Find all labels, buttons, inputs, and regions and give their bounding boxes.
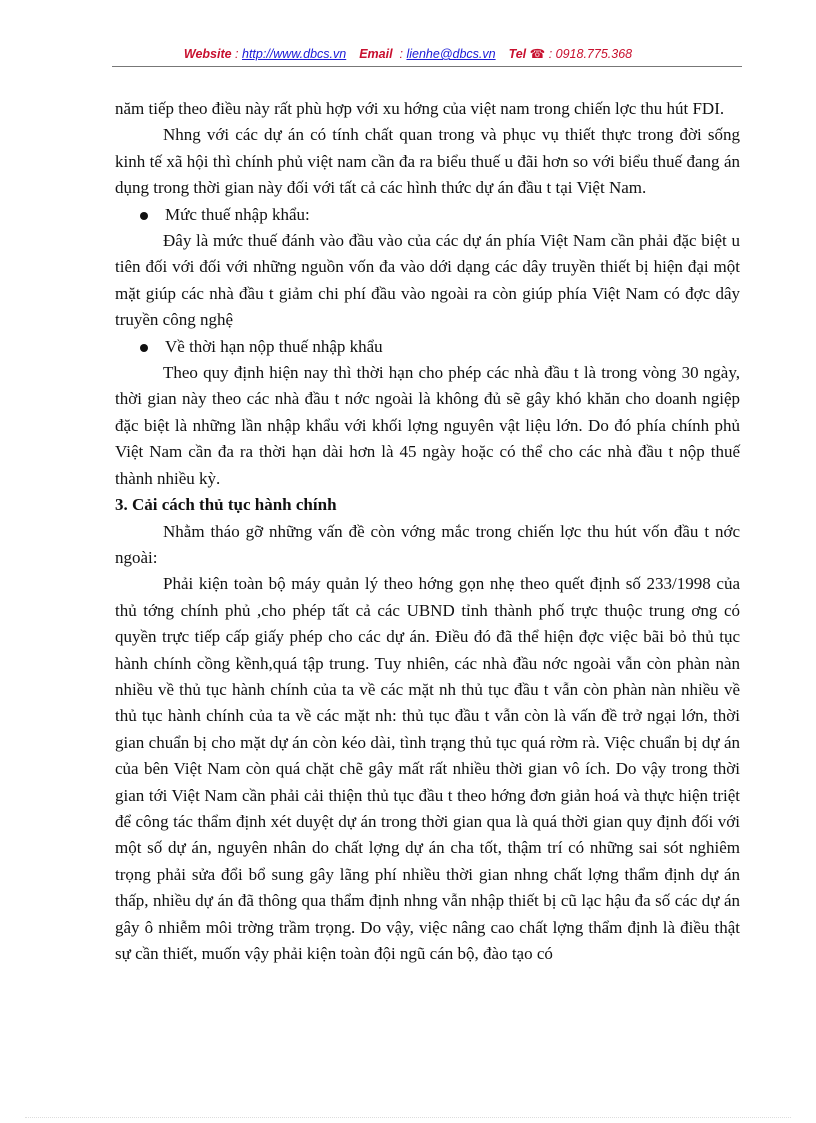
page-header: Website : http://www.dbcs.vn Email : lienhe@dbcs.vn Tel ☎ : 0918.775.368 [183, 47, 633, 61]
paragraph-5: Nhằm tháo gỡ những vấn đề còn vớng mắc trong chiến lợc thu hút vốn đầu t nớc ngoài: [115, 521, 740, 567]
bullet-text-2: Về thời hạn nộp thuế nhập khẩu [165, 336, 383, 356]
paragraph-1: năm tiếp theo điều này rất phù hợp với xu hớng của việt nam trong chiến lợc thu hút FDI. [115, 99, 725, 118]
website-link[interactable]: http://www.dbcs.vn [242, 47, 347, 61]
email-label: Email [359, 47, 393, 61]
paragraph-2: Nhng với các dự án có tính chất quan trong và phục vụ thiết thực trong đời sống kinh tế xã hội thì chính phủ việt nam cần đa ra biểu thuế u đãi hơn so với biểu thuế đang án dụng trong thời gian này đối với tất cả các hình thức dự án đầu t tại Việt Nam. [115, 125, 740, 198]
header-divider [112, 66, 742, 67]
paragraph-6: Phải kiện toàn bộ máy quản lý theo hớng gọn nhẹ theo quết định số 233/1998 của thủ tớng chính phủ ,cho phép tất cả các UBND tỉnh thành phố trực thuộc trung ơng có quyền trực tiếp cấp giấy phép cho các dự án. Điều đó đã thể hiện đợc việc bãi bỏ thủ tục hành chính cồng kềnh,quá tập trung. Tuy nhiên, các nhà đầu nớc ngoài vẫn còn phàn nàn nhiều về thủ tục hành chính của ta về các mặt nh thủ tục đầu t vẫn còn phàn nàn nhiều về thủ tục hành chính của ta về các mặt nh: thủ tục đầu t vẫn còn là vấn đề trở ngại lớn, thời gian chuẩn bị cho mặt dự án còn kéo dài, tình trạng thủ tục quá rờm rà. Việc chuẩn bị dự án của bên Việt Nam còn quá chặt chẽ gây mất rất nhiều thời gian vô ích. Do vậy trong thời gian tới Việt Nam cần phải cải thiện thủ tục đầu t theo hớng đơn giản hoá và thực hiện triệt để công tác thẩm định xét duyệt dự án trong thời gian qua là quá thời gian quy định đối với một số dự án, nguyên nhân do chất lợng dự án cha tốt, thậm trí có những sai sót nghiêm trọng phải sửa đổi bổ sung gây lãng phí nhiều thời gian nhng chất lợng thẩm định dự án thấp, nhiều dự án đã thông qua thẩm định nhng vẫn nhập thiết bị cũ lạc hậu đa số các dự án gây ô nhiễm môi trờng trầm trọng. Do vậy, việc nâng cao chất lợng thẩm định là điều thật sự cần thiết, muốn vậy phải kiện toàn đội ngũ cán bộ, đào tạo có [115, 574, 740, 963]
document-body [115, 96, 740, 967]
tel-label: Tel [508, 47, 527, 61]
website-label: Website [183, 47, 232, 61]
paragraph-4: Theo quy định hiện nay thì thời hạn cho phép các nhà đầu t là trong vòng 30 ngày, thời gian này theo các nhà đầu t nớc ngoài là không đủ sẽ gây khó khăn cho doanh ngiệp đặc biệt là những lần nhập khẩu với khối lợng nguyên vật liệu lớn. Do đó phía chính phủ Việt Nam cần đa ra thời hạn dài hơn là 45 ngày hoặc có thể cho các nhà đầu t nộp thuế thành nhiều kỳ. [115, 363, 740, 488]
section-heading: 3. Cải cách thủ tục hành chính [115, 495, 337, 515]
bullet-icon [140, 212, 148, 220]
paragraph-3: Đây là mức thuế đánh vào đầu vào của các dự án phía Việt Nam cần phải đặc biệt u tiên đối với đối với những nguồn vốn đa vào dới dạng các dây truyền thiết bị hiện đại một mặt giúp các nhà đầu t giảm chi phí đầu vào ngoài ra còn giúp phía Việt Nam có đợc dây truyền công nghệ [115, 231, 740, 330]
bullet-text-1: Mức thuế nhập khẩu: [165, 204, 310, 224]
phone-icon: ☎ [529, 47, 546, 61]
page-bottom-border [25, 1117, 791, 1118]
email-link[interactable]: lienhe@dbcs.vn [406, 47, 496, 61]
tel-value: 0918.775.368 [555, 47, 633, 61]
bullet-item-1 [115, 202, 740, 228]
bullet-icon [140, 344, 148, 352]
bullet-item-2 [115, 334, 740, 360]
